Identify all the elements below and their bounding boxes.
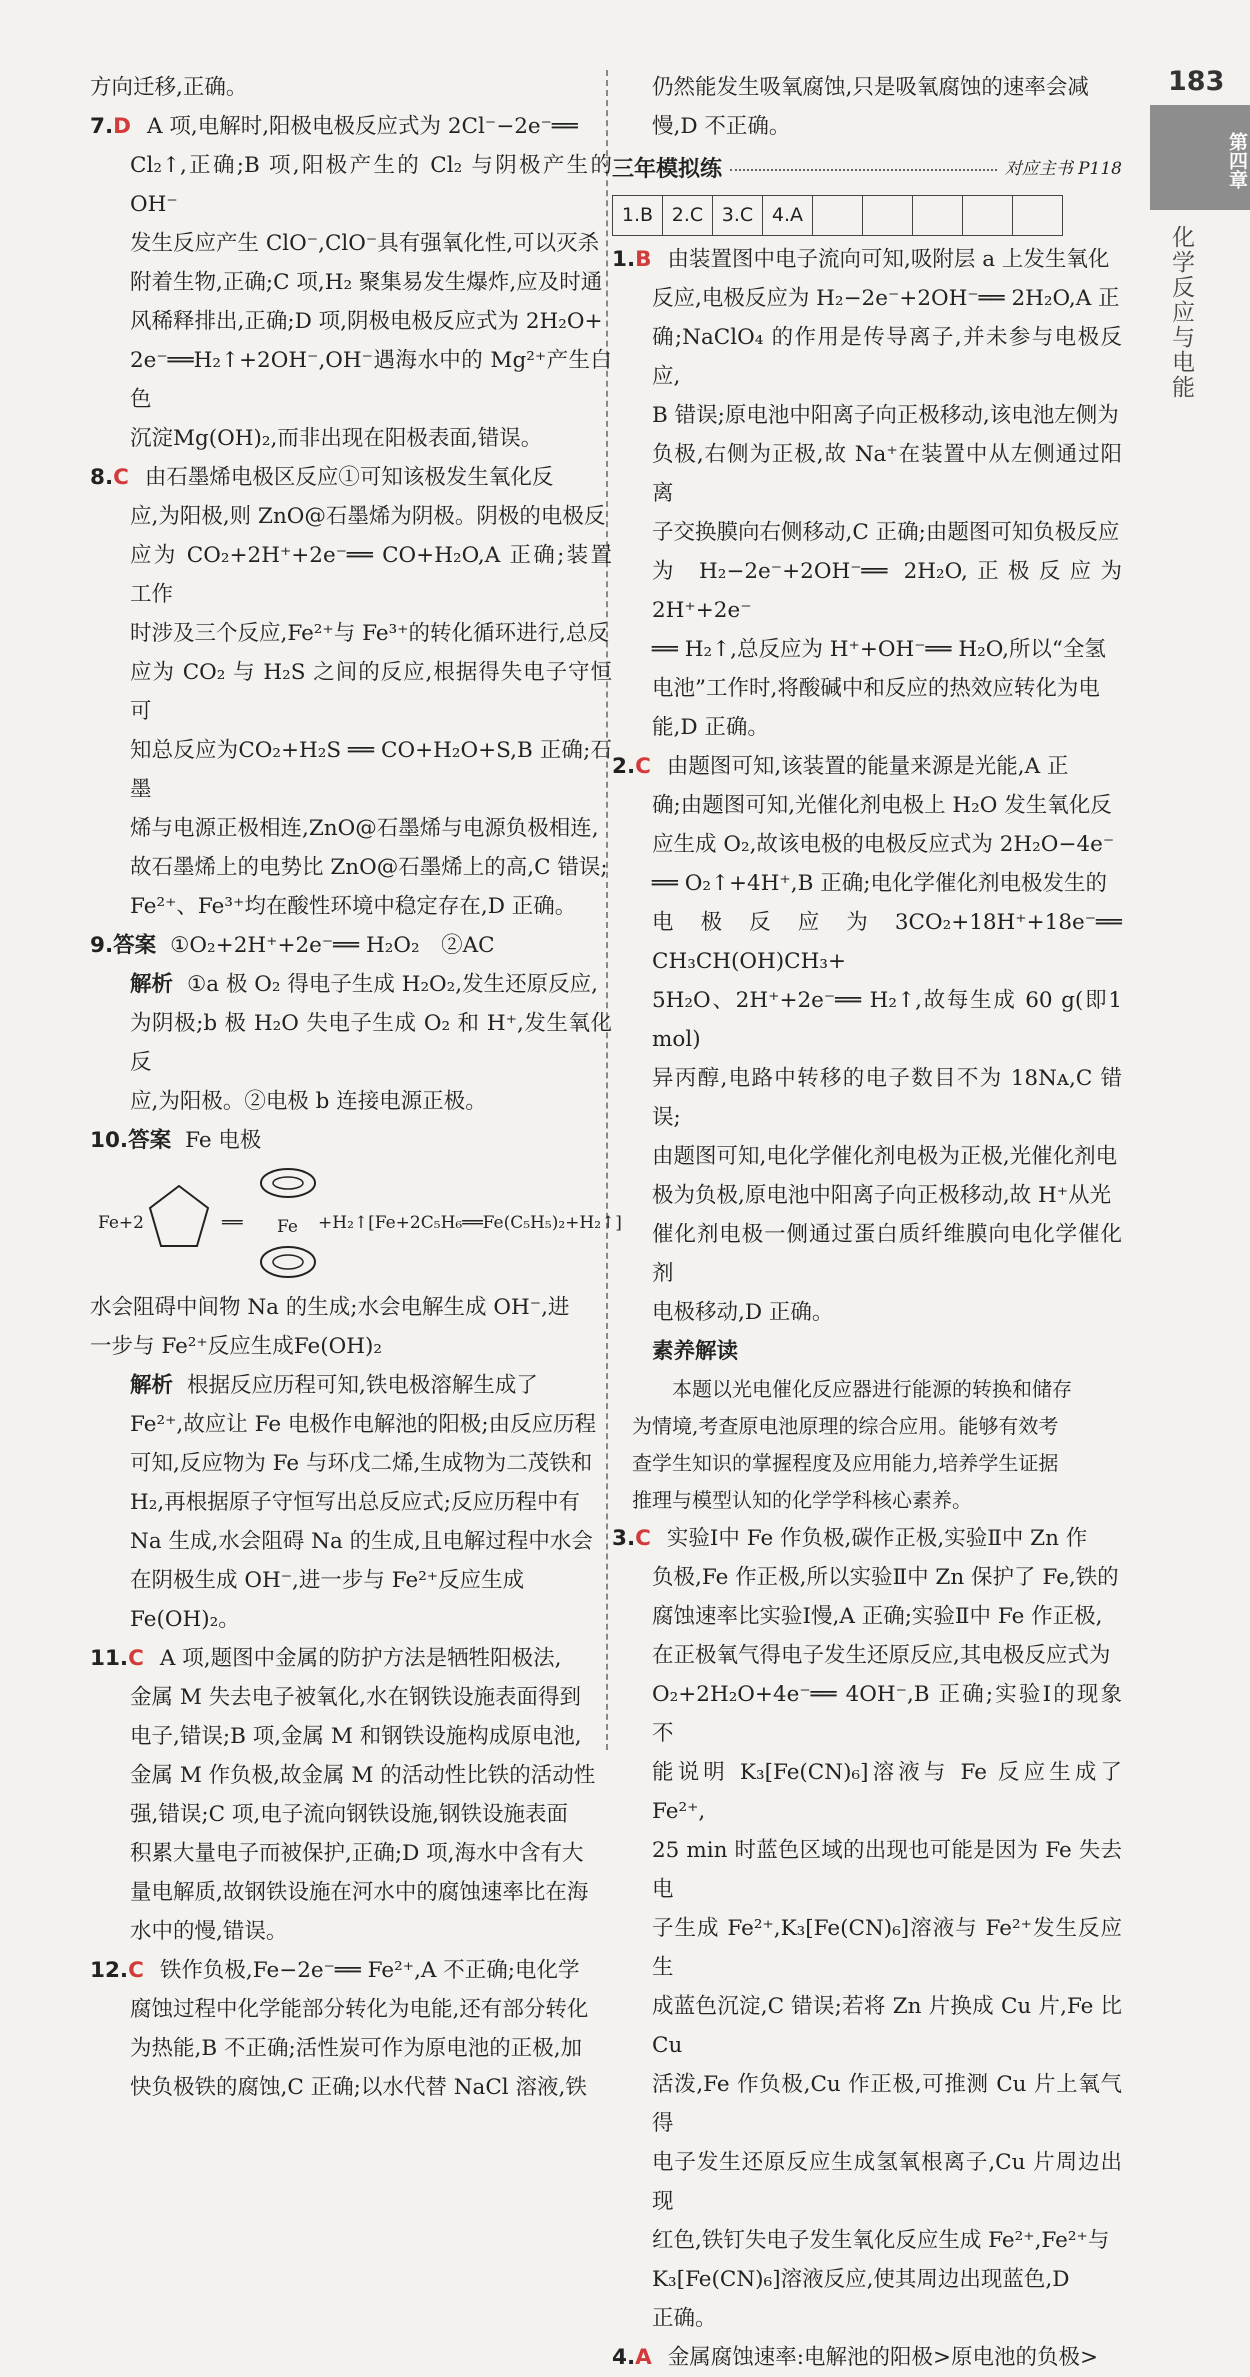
text-line: 由石墨烯电极区反应①可知该极发生氧化反 [144,465,554,490]
text-line: 5H₂O、2H⁺+2e⁻══ H₂↑,故每生成 60 g(即1 mol) [652,988,1122,1052]
table-cell [1013,196,1063,236]
text-line: 电极反应为3CO₂+18H⁺+18e⁻══ CH₃CH(OH)CH₃+ [652,910,1122,974]
page-number: 183 [1168,66,1225,97]
text-line: 实验Ⅰ中 Fe 作负极,碳作正极,实验Ⅱ中 Zn 作 [666,1526,1088,1551]
text-line: 电池”工作时,将酸碱中和反应的热效应转化为电 [652,676,1100,701]
text-line: 快负极铁的腐蚀,C 正确;以水代替 NaCl 溶液,铁 [130,2075,587,2100]
text-line: 强,错误;C 项,电子流向钢铁设施,钢铁设施表面 [130,1802,569,1827]
text-line: ①a 极 O₂ 得电子生成 H₂O₂,发生还原反应, [187,972,598,997]
text-line: 铁作负极,Fe−2e⁻══ Fe²⁺,A 不正确;电化学 [159,1958,580,1983]
text-line: 金属 M 失去电子被氧化,水在钢铁设施表面得到 [130,1685,582,1710]
text-line: 金属腐蚀速率:电解池的阳极>原电池的负极> [667,2345,1099,2370]
text-line: 风稀释排出,正确;D 项,阴极电极反应式为 2H₂O+ [130,309,603,334]
text-line: 应,为阳极,则 ZnO@石墨烯为阴极。阴极的电极反 [130,504,606,529]
cyclopentadiene-structure [144,1178,214,1258]
text-line: 子交换膜向右侧移动,C 正确;由题图可知负极反应 [652,520,1120,545]
question-1 [612,240,1122,747]
question-number: 11. [90,1646,129,1671]
text-line: 2e⁻══H₂↑+2OH⁻,OH⁻遇海水中的 Mg²⁺产生白色 [130,348,612,412]
text-line: Fe(OH)₂。 [130,1607,240,1632]
question-3 [612,1519,1122,2338]
text-line: 为阴极;b 极 H₂O 失电子生成 O₂ 和 H⁺,发生氧化反 [130,1011,612,1075]
text-line: A 项,题图中金属的防护方法是牺牲阳极法, [159,1646,562,1671]
section-title: 三年模拟练 [612,157,723,182]
text-line: K₃[Fe(CN)₆]溶液反应,使其周边出现蓝色,D [652,2267,1070,2292]
explanation-label: 解析 [130,1373,174,1398]
text-line: 知总反应为CO₂+H₂S ══ CO+H₂O+S,B 正确;石墨 [130,738,612,802]
question-number: 1. [612,247,636,272]
answer-text: ①O₂+2H⁺+2e⁻══ H₂O₂ ②AC [170,933,495,958]
text-line: Cl₂↑,正确;B 项,阳极产生的 Cl₂ 与阴极产生的 OH⁻ [130,153,612,217]
text-line: 应为 CO₂ 与 H₂S 之间的反应,根据得失电子守恒可 [130,660,612,724]
table-cell [913,196,963,236]
question-number: 3. [612,1526,636,1551]
text-line: 电子,错误;B 项,金属 M 和钢铁设施构成原电池, [130,1724,582,1749]
text-line: 腐蚀速率比实验Ⅰ慢,A 正确;实验Ⅱ中 Fe 作正极, [652,1604,1103,1629]
text-line: A 项,电解时,阳极电极反应式为 2Cl⁻−2e⁻══ [147,114,578,139]
text-line: 由题图可知,电化学催化剂电极为正极,光催化剂电 [652,1144,1118,1169]
text-line: 能,D 正确。 [652,715,769,740]
text-line: 烯与电源正极相连,ZnO@石墨烯与电源负极相连, [130,816,599,841]
table-cell [863,196,913,236]
text-line: 极为负极,原电池中阳离子向正极移动,故 H⁺从光 [652,1183,1112,1208]
answer-label: 答案 [113,933,157,958]
formula-lhs: Fe+2 [98,1213,144,1233]
left-column [90,68,622,2107]
answer-letter: B [635,247,652,272]
answer-label: 答案 [128,1128,172,1153]
text-line: 确;由题图可知,光催化剂电极上 H₂O 发生氧化反 [652,793,1112,818]
text-line: 水会阻碍中间物 Na 的生成;水会电解生成 OH⁻,进 [90,1295,570,1320]
text-line: O₂+2H₂O+4e⁻══ 4OH⁻,B 正确;实验Ⅰ的现象不 [652,1682,1122,1746]
text-line: 本题以光电催化反应器进行能源的转换和储存 [672,1377,1072,1401]
text-line: 积累大量电子而被保护,正确;D 项,海水中含有大 [130,1841,584,1866]
text-line: 由题图可知,该装置的能量来源是光能,A 正 [666,754,1069,779]
text-line: 仍然能发生吸氧腐蚀,只是吸氧腐蚀的速率会减 [652,75,1089,100]
answer-text: Fe 电极 [185,1128,262,1153]
text-line: 子生成 Fe²⁺,K₃[Fe(CN)₆]溶液与 Fe²⁺发生反应生 [652,1916,1122,1980]
section-reference: 对应主书 P118 [1004,159,1122,179]
text-line: 腐蚀过程中化学能部分转化为电能,还有部分转化 [130,1997,589,2022]
question-number: 12. [90,1958,129,1983]
text-line: ══ H₂↑,总反应为 H⁺+OH⁻══ H₂O,所以“全氢 [652,637,1106,662]
text-line: 查学生知识的掌握程度及应用能力,培养学生证据 [632,1451,1059,1475]
question-number: 2. [612,754,636,779]
text-line: H₂,再根据原子守恒写出总反应式;反应历程中有 [130,1490,580,1515]
question-number: 9. [90,933,114,958]
text-line: Na 生成,水会阻碍 Na 的生成,且电解过程中水会 [130,1529,593,1554]
text-line: B 错误;原电池中阳离子向正极移动,该电池左侧为 [652,403,1119,428]
answer-letter: C [635,1526,651,1551]
question-8 [90,458,612,926]
answer-letter: C [128,1958,144,1983]
text-line: 电极移动,D 正确。 [652,1300,834,1325]
section-header [612,150,1122,189]
text-line: 负极,右侧为正极,故 Na⁺在装置中从左侧通过阳离 [652,442,1122,506]
right-column [612,68,1122,2377]
text-line: 催化剂电极一侧通过蛋白质纤维膜向电化学催化剂 [652,1222,1122,1286]
table-cell [963,196,1013,236]
text-line: 为热能,B 不正确;活性炭可作为原电池的正极,加 [130,2036,583,2061]
explanation-label: 解析 [130,972,174,997]
text-line: 应生成 O₂,故该电极的电极反应式为 2H₂O−4e⁻ [652,832,1115,857]
question-10 [90,1121,622,1639]
table-cell [813,196,863,236]
suyang-label: 素养解读 [652,1339,739,1364]
question-11 [90,1639,612,1951]
ferrocene-top-ring [258,1164,318,1202]
chapter-tab: 第四章 [1150,105,1250,210]
answer-letter: C [113,465,129,490]
question-number: 10. [90,1128,129,1153]
text-line: 负极,Fe 作正极,所以实验Ⅱ中 Zn 保护了 Fe,铁的 [652,1565,1119,1590]
answer-letter: D [113,114,131,139]
answer-table [612,195,1063,236]
text-line: 根据反应历程可知,铁电极溶解生成了 [187,1373,538,1398]
ferrocene-equation [90,1160,622,1288]
table-cell: 1.B [613,196,663,236]
ferrocene-bottom-ring [258,1242,318,1282]
question-2 [612,747,1122,1332]
question-number: 7. [90,114,114,139]
text-line: 金属 M 作负极,故金属 M 的活动性比铁的活动性 [130,1763,596,1788]
suyang-section [612,1332,1122,1519]
text-line: 成蓝色沉淀,C 错误;若将 Zn 片换成 Cu 片,Fe 比 Cu [652,1994,1122,2058]
question-number: 4. [612,2345,636,2370]
text-line: 反应,电极反应为 H₂−2e⁻+2OH⁻══ 2H₂O,A 正 [652,286,1120,311]
text-line: 发生反应产生 ClO⁻,ClO⁻具有强氧化性,可以灭杀 [130,231,600,256]
text-line: ══ O₂↑+4H⁺,B 正确;电化学催化剂电极发生的 [652,871,1107,896]
text-line: Fe²⁺、Fe³⁺均在酸性环境中稳定存在,D 正确。 [130,894,577,919]
text-line: 方向迁移,正确。 [90,75,248,100]
text-line: 可知,反应物为 Fe 与环戊二烯,生成物为二茂铁和 [130,1451,593,1476]
text-line: 推理与模型认知的化学学科核心素养。 [632,1488,972,1512]
text-line: 确;NaClO₄ 的作用是传导离子,并未参与电极反应, [652,325,1122,389]
text-line: 一步与 Fe²⁺反应生成Fe(OH)₂ [90,1334,383,1359]
text-line: 为情境,考查原电池原理的综合应用。能够有效考 [632,1414,1059,1438]
text-line: 故石墨烯上的电势比 ZnO@石墨烯上的高,C 错误; [130,855,608,880]
answer-letter: A [635,2345,652,2370]
formula-rest: +H₂↑[Fe+2C₅H₆══Fe(C₅H₅)₂+H₂↑] [318,1213,622,1233]
formula-equals: ══ [222,1213,243,1233]
text-line: 沉淀Mg(OH)₂,而非出现在阳极表面,错误。 [130,426,543,451]
text-line: 能说明 K₃[Fe(CN)₆]溶液与 Fe 反应生成了 Fe²⁺, [652,1760,1122,1824]
text-line: 水中的慢,错误。 [130,1919,288,1944]
text-line: 时涉及三个反应,Fe²⁺与 Fe³⁺的转化循环进行,总反 [130,621,609,646]
text-line: 由装置图中电子流向可知,吸附层 a 上发生氧化 [667,247,1110,272]
table-cell: 4.A [763,196,813,236]
text-line: 活泼,Fe 作负极,Cu 作正极,可推测 Cu 片上氧气得 [652,2072,1122,2136]
formula-fe: Fe [277,1217,298,1237]
text-line: 电子发生还原反应生成氢氧根离子,Cu 片周边出现 [652,2150,1122,2214]
question-number: 8. [90,465,114,490]
text-line: 应为 CO₂+2H⁺+2e⁻══ CO+H₂O,A 正确;装置工作 [130,543,612,607]
text-line: 为 H₂−2e⁻+2OH⁻══ 2H₂O,正极反应为 2H⁺+2e⁻ [652,559,1122,623]
answer-letter: C [128,1646,144,1671]
section-dotted-rule [730,169,997,171]
text-line: 红色,铁钉失电子发生氧化反应生成 Fe²⁺,Fe²⁺与 [652,2228,1110,2253]
table-cell: 2.C [663,196,713,236]
question-4 [612,2338,1122,2377]
text-line: 在正极氧气得电子发生还原反应,其电极反应式为 [652,1643,1111,1668]
question-7 [90,107,612,458]
table-cell: 3.C [713,196,763,236]
text-line: Fe²⁺,故应让 Fe 电极作电解池的阳极;由反应历程 [130,1412,597,1437]
chapter-title: 化学反应与电能 [1168,225,1194,400]
text-line: 慢,D 不正确。 [652,114,791,139]
text-line: 正确。 [652,2306,717,2331]
question-9 [90,926,612,1121]
text-line: 量电解质,故钢铁设施在河水中的腐蚀速率比在海 [130,1880,589,1905]
text-line: 25 min 时蓝色区域的出现也可能是因为 Fe 失去电 [652,1838,1122,1902]
text-line: 异丙醇,电路中转移的电子数目不为 18Nᴀ,C 错误; [652,1066,1122,1130]
text-line: 应,为阳极。②电极 b 连接电源正极。 [130,1089,487,1114]
answer-letter: C [635,754,651,779]
text-line: 附着生物,正确;C 项,H₂ 聚集易发生爆炸,应及时通 [130,270,603,295]
question-12 [90,1951,612,2107]
text-line: 在阴极生成 OH⁻,进一步与 Fe²⁺反应生成 [130,1568,525,1593]
table-row [613,196,1063,236]
